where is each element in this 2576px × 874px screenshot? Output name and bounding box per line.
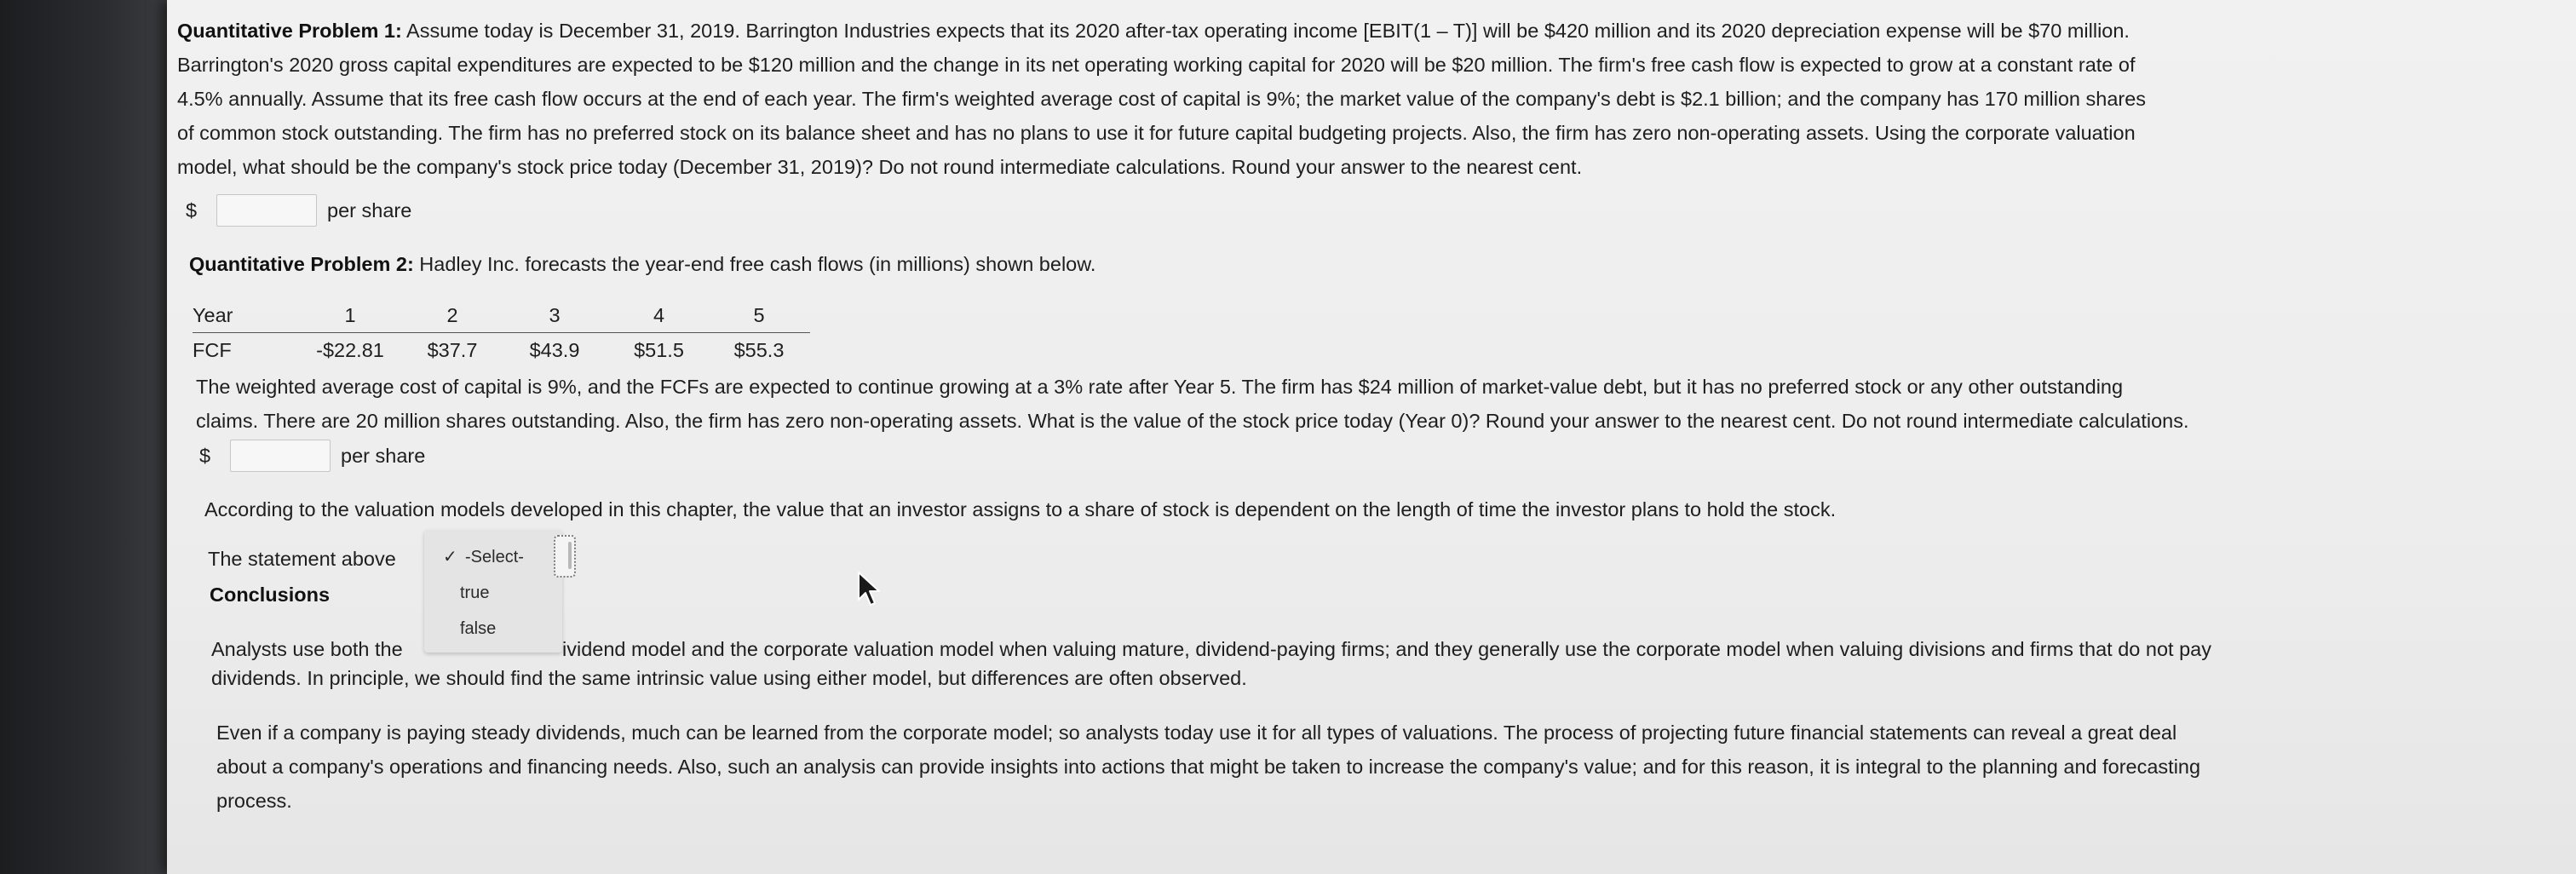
dropdown-option-label: true <box>460 584 490 602</box>
desk-background <box>0 0 170 874</box>
assignment-page <box>167 0 2576 874</box>
problem2-answer-row <box>199 440 425 472</box>
fcf-table-header-row <box>193 298 810 333</box>
table-fcf-cell: $51.5 <box>634 338 684 361</box>
problem2-text <box>196 370 2189 438</box>
dropdown-option-label: -Select- <box>465 548 524 566</box>
problem2-line: The weighted average cost of capital is 9%, and the FCFs are expected to continue growing at a 3% rate after Year 5. The firm has $24 million of market-value debt, but it has no preferred stock or any other outstanding <box>196 376 2124 398</box>
conclusions-para2-line: process. <box>216 790 292 812</box>
fcf-table-row <box>193 333 810 368</box>
table-header-fcf: FCF <box>193 338 232 361</box>
problem1-text <box>177 14 2146 184</box>
statement-dropdown-menu[interactable] <box>424 530 562 653</box>
problem1-line: of common stock outstanding. The firm has no preferred stock on its balance sheet and has no plans to use it for future capital budgeting projects. Also, the firm has zero non-operating assets. Using the corporate valuation <box>177 122 2136 144</box>
problem2-unit: per share <box>341 444 426 467</box>
table-header-year: Year <box>193 298 295 333</box>
problem2-currency: $ <box>199 444 211 467</box>
table-year-cell: 3 <box>499 298 610 333</box>
conclusions-para1-line-2: dividends. In principle, we should find the same intrinsic value using either model, but differences are often observed. <box>211 667 1247 689</box>
table-year-cell: 4 <box>610 298 708 333</box>
conclusions-para1-line-0: Analysts use both the <box>211 638 403 660</box>
problem1-line <box>177 14 2146 48</box>
problem2-intro <box>189 247 1095 281</box>
dropdown-option-true[interactable] <box>424 576 562 610</box>
problem1-answer-row <box>186 194 411 227</box>
conclusions-para2 <box>216 716 2200 818</box>
problem1-answer-input[interactable] <box>216 194 317 227</box>
problem1-line-0: Assume today is December 31, 2019. Barrington Industries expects that its 2020 after-tax operating income [EBIT(1 – T)] will be $420 million and its 2020 depreciation expense will be $70 million. <box>401 20 2130 42</box>
dropdown-option-false[interactable] <box>424 612 562 646</box>
table-fcf-cell: -$22.81 <box>316 338 384 361</box>
mouse-cursor-icon <box>857 571 883 608</box>
dropdown-option-select[interactable] <box>424 540 562 574</box>
problem1-line: 4.5% annually. Assume that its free cash flow occurs at the end of each year. The firm's weighted average cost of capital is 9%; the market value of the company's debt is $2.1 billion; and the company has 170 million shares <box>177 88 2147 110</box>
problem2-line: claims. There are 20 million shares outstanding. Also, the firm has zero non-operating assets. What is the value of the stock price today (Year 0)? Round your answer to the nearest cent. Do not round intermediate calculations. <box>196 410 2189 432</box>
conclusions-para2-line: about a company's operations and financing needs. Also, such an analysis can provide insights into actions that might be taken to increase the company's value; and for this reason, it is integral to the planning and forecasting <box>216 756 2201 778</box>
problem2-intro-text: Hadley Inc. forecasts the year-end free cash flows (in millions) shown below. <box>413 253 1096 275</box>
table-fcf-cell: $43.9 <box>529 338 580 361</box>
table-year-cell: 1 <box>295 298 405 333</box>
problem2-answer-input[interactable] <box>230 440 331 472</box>
problem1-unit: per share <box>327 198 412 221</box>
table-year-cell: 2 <box>405 298 499 333</box>
statement-prompt: The statement above <box>208 548 396 570</box>
problem2-label: Quantitative Problem 2: <box>189 253 414 275</box>
conclusions-para2-line: Even if a company is paying steady dividends, much can be learned from the corporate model; so analysts today use it for all types of valuations. The process of projecting future financial statements can reveal a great deal <box>216 722 2177 744</box>
problem1-currency: $ <box>186 198 198 221</box>
problem1-label: Quantitative Problem 1: <box>177 20 402 42</box>
problem1-line: Barrington's 2020 gross capital expenditures are expected to be $120 million and the change in its net operating working capital for 2020 will be $20 million. The firm's free cash flow is expected to grow at a constant rate of <box>177 54 2136 76</box>
conclusions-para1-line-1: ividend model and the corporate valuation model when valuing mature, dividend-paying firms; and they generally use the corporate model when valuing divisions and firms that do not pay <box>562 638 2211 660</box>
dropdown-option-label: false <box>460 619 497 638</box>
table-fcf-cell: $37.7 <box>427 338 478 361</box>
fcf-table <box>193 298 810 367</box>
check-icon: ✓ <box>443 548 457 566</box>
statement-text: According to the valuation models developed in this chapter, the value that an investor assigns to a share of stock is dependent on the length of time the investor plans to hold the stock. <box>204 498 1837 520</box>
problem1-line: model, what should be the company's stock price today (December 31, 2019)? Do not round intermediate calculations. Round your answer to the nearest cent. <box>177 156 1583 178</box>
statement-select-box[interactable] <box>554 535 576 578</box>
conclusions-label: Conclusions <box>210 584 331 606</box>
table-fcf-cell: $55.3 <box>733 338 785 361</box>
table-year-cell: 5 <box>708 298 810 333</box>
